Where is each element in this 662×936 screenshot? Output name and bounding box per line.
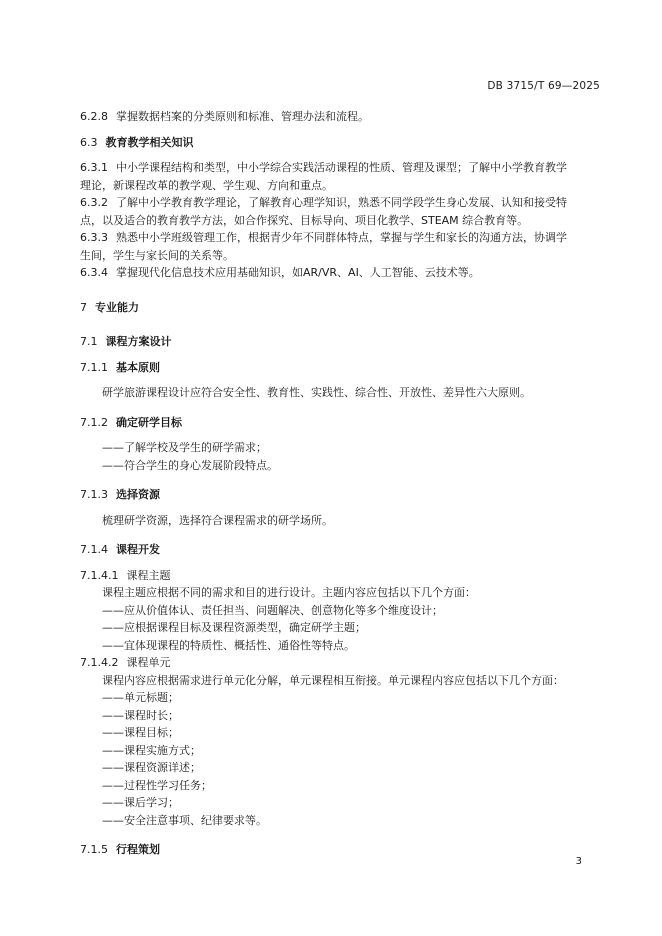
- section-7-1-3-heading: [80, 486, 600, 504]
- clause-text-line2: 理论，新课程改革的教学观、学生观、方向和重点。: [80, 178, 333, 192]
- clause-text: 掌握现代化信息技术应用基础知识，如AR/VR、AI、人工智能、云技术等。: [116, 266, 480, 279]
- section-6-3-heading: [80, 134, 600, 152]
- clause-6-3-3: [80, 229, 600, 264]
- section-title: 确定研学目标: [116, 415, 182, 429]
- clause-number: 6.3.4: [80, 266, 108, 279]
- clause-number: 6.3.3: [80, 231, 108, 244]
- subsection-intro: 课程内容应根据需求进行单元化分解，单元课程相互衔接。单元课程内容应包括以下几个方面：: [102, 673, 564, 687]
- clause-6-3-2: [80, 194, 600, 229]
- section-number: 6.3: [80, 135, 98, 149]
- section-7-1-5-heading: [80, 841, 600, 859]
- page-number: 3: [575, 856, 582, 867]
- section-title: 基本原则: [116, 360, 160, 374]
- list-item: ——课后学习；: [102, 796, 179, 809]
- clause-6-3-1: [80, 159, 600, 194]
- section-7-1-heading: [80, 333, 600, 351]
- clause-text-line2: 点，以及适合的教育教学方法，如合作探究、目标导向、项目化教学、STEAM 综合教育等。: [80, 213, 529, 227]
- clause-text-line1: 了解中小学教育教学理论，了解教育心理学知识，熟悉不同学段学生身心发展、认知和接受特: [116, 196, 567, 209]
- subsection-title: 课程单元: [126, 656, 171, 669]
- clause-number: 6.3.2: [80, 196, 108, 209]
- section-title: 课程方案设计: [105, 335, 172, 348]
- section-7-1-1-heading: [80, 359, 600, 377]
- list-item: ——课程资源详述；: [102, 761, 201, 774]
- subsection-7-1-4-1-heading: [80, 567, 600, 585]
- list-item: ——单元标题；: [102, 691, 179, 704]
- section-number: 7.1.3: [80, 488, 108, 501]
- list-item: ——课程目标；: [102, 726, 179, 739]
- clause-text-line2: 生间，学生与家长间的关系等。: [80, 248, 234, 262]
- clause-text-line1: 中小学课程结构和类型，中小学综合实践活动课程的性质、管理及课型；了解中小学教育教学: [116, 161, 567, 174]
- section-title: 教育教学相关知识: [105, 135, 194, 149]
- list-item: ——过程性学习任务；: [102, 778, 212, 792]
- clause-6-3-4: [80, 264, 600, 282]
- section-number: 7.1.2: [80, 415, 108, 429]
- section-7-1-3-body: 梳理研学资源，选择符合课程需求的研学场所。: [102, 513, 333, 527]
- section-title: 课程开发: [116, 543, 160, 556]
- subsection-intro: 课程主题应根据不同的需求和目的进行设计。主题内容应包括以下几个方面：: [102, 586, 476, 599]
- clause-6-2-8: [80, 108, 600, 126]
- subsection-number: 7.1.4.1: [80, 568, 119, 582]
- list-item: ——符合学生的身心发展阶段特点。: [102, 458, 278, 472]
- clause-number: 6.3.1: [80, 161, 108, 174]
- section-title: 行程策划: [116, 843, 160, 856]
- clause-number: 6.2.8: [80, 110, 108, 123]
- subsection-7-1-4-2-heading: [80, 654, 600, 672]
- section-number: 7.1.1: [80, 360, 108, 374]
- section-number: 7.1: [80, 335, 98, 348]
- document-code: DB 3715/T 69—2025: [487, 80, 600, 92]
- section-7-1-4-heading: [80, 541, 600, 559]
- subsection-title: 课程主题: [126, 568, 171, 582]
- document-content: [80, 108, 600, 859]
- section-7-1-1-body: 研学旅游课程设计应符合安全性、教育性、实践性、综合性、开放性、差异性六大原则。: [102, 386, 531, 399]
- section-number: 7.1.4: [80, 543, 108, 556]
- list-item: ——了解学校及学生的研学需求；: [102, 441, 267, 454]
- list-item: ——应根据课程目标及课程资源类型，确定研学主题；: [102, 621, 366, 634]
- chapter-7-heading: [80, 299, 600, 317]
- section-7-1-2-heading: [80, 414, 600, 432]
- chapter-number: 7: [80, 300, 87, 314]
- section-number: 7.1.5: [80, 843, 108, 856]
- list-item: ——课程时长；: [102, 708, 179, 722]
- section-title: 选择资源: [116, 488, 160, 501]
- clause-text-line1: 熟悉中小学班级管理工作，根据青少年不同群体特点，掌握与学生和家长的沟通方法，协调学: [116, 231, 567, 244]
- list-item: ——应从价值体认、责任担当、问题解决、创意物化等多个维度设计；: [102, 603, 443, 617]
- subsection-number: 7.1.4.2: [80, 656, 119, 669]
- list-item: ——课程实施方式；: [102, 743, 201, 757]
- list-item: ——安全注意事项、纪律要求等。: [102, 813, 267, 827]
- list-item: ——宜体现课程的特质性、概括性、通俗性等特点。: [102, 638, 355, 652]
- clause-text: 掌握数据档案的分类原则和标准、管理办法和流程。: [116, 110, 369, 123]
- chapter-title: 专业能力: [95, 300, 139, 314]
